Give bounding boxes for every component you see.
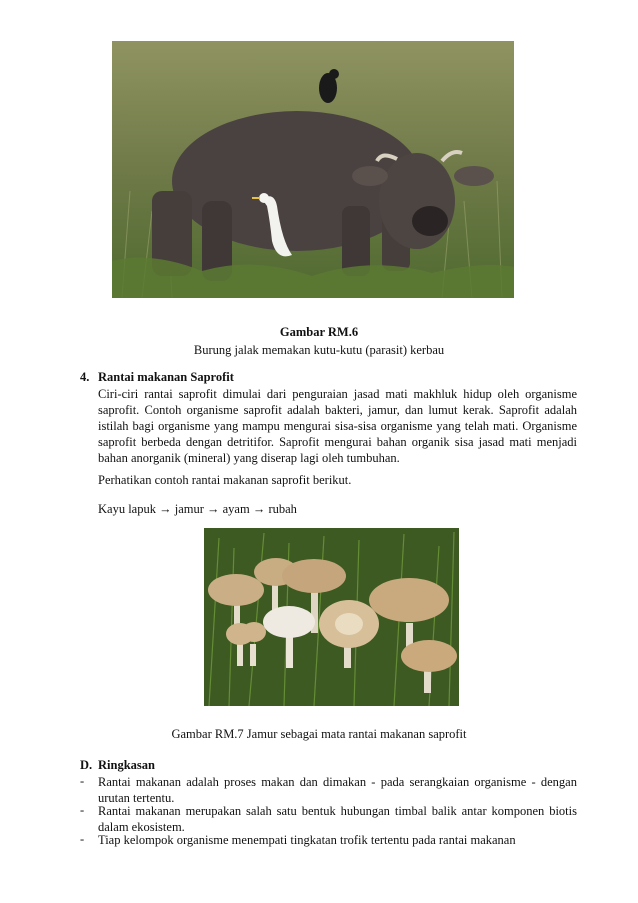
figure1-caption-text: Burung jalak memakan kutu-kutu (parasit) kerbau	[193, 343, 445, 357]
summary-item: Rantai makanan merupakan salah satu bentuk hubungan timbal balik antar komponen biotis dalam ekosistem.	[98, 804, 577, 834]
summary-item: Rantai makanan adalah proses makan dan dimakan - pada serangkaian organisme - dengan urutan tertentu.	[98, 775, 577, 805]
food-chain-line: Kayu lapuk → jamur → ayam → rubah	[98, 502, 297, 516]
sectionD-letter: D.	[80, 758, 93, 772]
figure2-caption: Gambar RM.7 Jamur sebagai mata rantai makanan saprofit	[171, 727, 467, 741]
sectionD-title: Ringkasan	[98, 758, 155, 772]
bullet-marker: -	[80, 774, 85, 788]
section4-note: Perhatikan contoh rantai makanan saprofit berikut.	[98, 473, 352, 487]
buffalo-photo	[112, 41, 514, 298]
section4-number: 4.	[80, 370, 90, 384]
mushroom-photo	[204, 528, 459, 706]
section4-title: Rantai makanan Saprofit	[98, 370, 234, 384]
summary-item: Tiap kelompok organisme menempati tingkatan trofik tertentu pada rantai makanan	[98, 833, 516, 847]
bullet-marker: -	[80, 803, 85, 817]
bullet-marker: -	[80, 832, 85, 846]
section4-paragraph: Ciri-ciri rantai saprofit dimulai dari penguraian jasad mati makhluk hidup oleh organisme saprofit. Contoh organisme saprofit adalah bakteri, jamur, dan lumut kerak. Saprofit adalah istilah bagi organisme yang mampu mengurai sisa-sisa organisme yang telah mati. Organisme saprofit berbeda dengan detritifor. Saprofit mengurai bahan organik sisa jasad mati menjadi bahan anorganik (mineral) yang diserap lagi oleh tumbuhan.	[98, 387, 577, 465]
figure1-caption-title: Gambar RM.6	[279, 325, 359, 339]
